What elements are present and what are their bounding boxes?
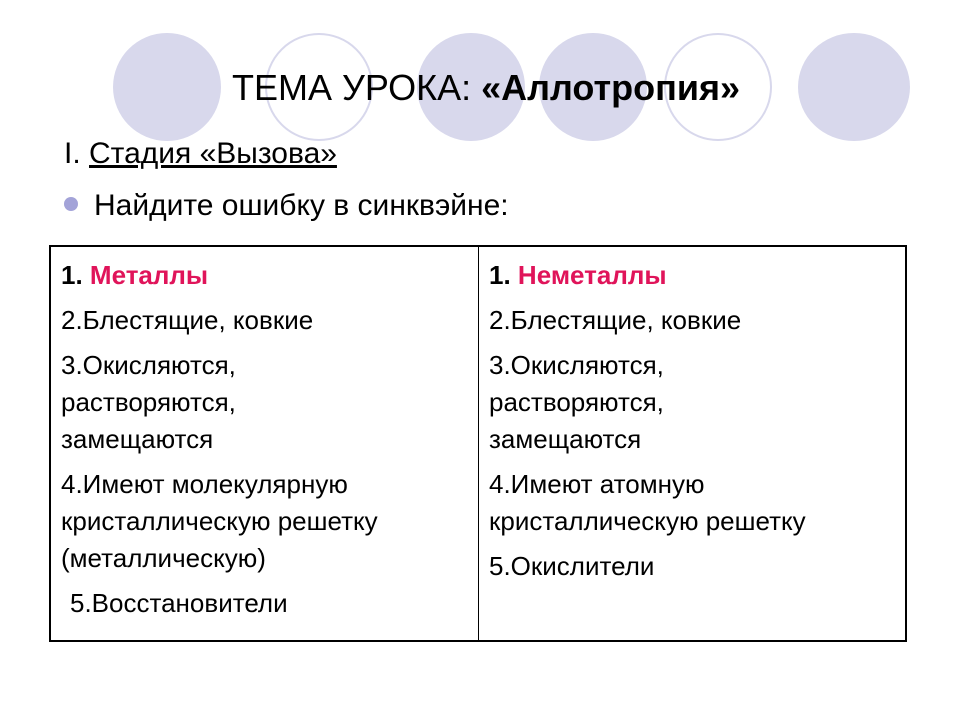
nonmetals-header-number: 1. — [489, 260, 518, 290]
metals-item-3-line-3: замещаются — [61, 424, 214, 454]
nonmetals-column — [479, 247, 905, 640]
metals-item-4-line-1: 4.Имеют молекулярную — [61, 469, 348, 499]
stage-number: I. — [64, 137, 90, 170]
slide-title — [0, 66, 960, 110]
nonmetals-item-5: 5.Окислители — [489, 551, 655, 581]
metals-item-4 — [61, 466, 478, 577]
metals-header — [61, 257, 478, 294]
metals-item-3 — [61, 347, 478, 458]
stage-heading — [64, 136, 337, 172]
metals-item-2: 2.Блестящие, ковкие — [61, 305, 314, 335]
nonmetals-item-3-line-3: замещаются — [489, 424, 642, 454]
title-topic: «Аллотропия» — [481, 67, 740, 108]
nonmetals-item-4 — [489, 466, 905, 540]
metals-item-4-line-3: (металлическую) — [61, 543, 266, 573]
bullet-icon — [64, 197, 78, 211]
nonmetals-header-name: Неметаллы — [517, 260, 667, 290]
nonmetals-item-3 — [489, 347, 905, 458]
nonmetals-item-3-line-2: растворяются, — [489, 387, 664, 417]
nonmetals-header — [489, 257, 905, 294]
task-text: Найдите ошибку в синквэйне: — [94, 189, 509, 222]
metals-header-name: Металлы — [89, 260, 209, 290]
nonmetals-item-4-line-2: кристаллическую решетку — [489, 506, 806, 536]
metals-item-5: 5.Восстановители — [70, 588, 288, 618]
nonmetals-item-4-line-1: 4.Имеют атомную — [489, 469, 705, 499]
metals-column — [51, 247, 479, 640]
task-bullet — [64, 188, 509, 224]
metals-item-4-line-2: кристаллическую решетку — [61, 506, 378, 536]
metals-item-3-line-1: 3.Окисляются, — [61, 350, 236, 380]
nonmetals-item-2: 2.Блестящие, ковкие — [489, 305, 742, 335]
sinquain-table — [49, 245, 907, 642]
metals-item-3-line-2: растворяются, — [61, 387, 236, 417]
title-prefix: ТЕМА УРОКА: — [232, 67, 482, 108]
nonmetals-item-3-line-1: 3.Окисляются, — [489, 350, 664, 380]
metals-header-number: 1. — [61, 260, 90, 290]
stage-label: Стадия «Вызова» — [89, 137, 337, 170]
